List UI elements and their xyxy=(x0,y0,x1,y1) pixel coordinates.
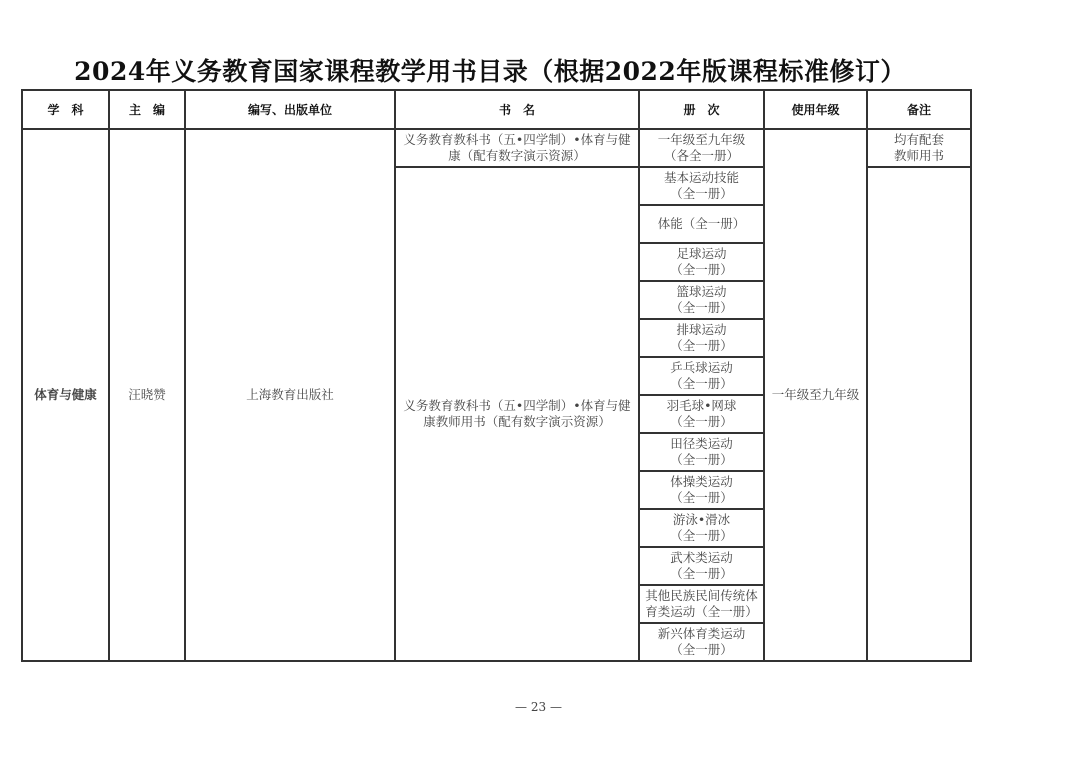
note-line: 均有配套 xyxy=(893,132,944,147)
volume-cell xyxy=(639,167,764,205)
volume-line: 乒乓球运动 xyxy=(670,360,733,375)
volume-cell xyxy=(639,129,764,167)
page-number-text: — 23 — xyxy=(515,700,562,714)
volume-cell xyxy=(639,623,764,661)
note-line: 教师用书 xyxy=(893,148,944,163)
header-editor: 主 编 xyxy=(109,90,185,129)
volume-line: 其他民族民间传统体育类运动（全一册） xyxy=(645,588,758,619)
volume-cell xyxy=(639,357,764,395)
volume-cell xyxy=(639,205,764,243)
volume-line: 体能（全一册） xyxy=(657,216,746,231)
textbook-catalog-table xyxy=(21,89,972,662)
volume-line: （全一册） xyxy=(670,566,733,581)
editor-cell: 汪晓赞 xyxy=(109,129,185,661)
header-publisher: 编写、出版单位 xyxy=(185,90,395,129)
header-volume: 册 次 xyxy=(639,90,764,129)
volume-line: （全一册） xyxy=(670,376,733,391)
book-name-cell: 义务教育教科书（五•四学制）•体育与健康教师用书（配有数字演示资源） xyxy=(395,167,639,661)
table-row xyxy=(22,129,971,167)
volume-cell xyxy=(639,395,764,433)
publisher-cell: 上海教育出版社 xyxy=(185,129,395,661)
volume-line: （全一册） xyxy=(670,452,733,467)
volume-line: 足球运动 xyxy=(676,246,727,261)
table-header-row xyxy=(22,90,971,129)
volume-cell xyxy=(639,319,764,357)
note-cell xyxy=(867,167,971,661)
volume-line: 游泳•滑冰 xyxy=(672,512,731,527)
volume-line: （全一册） xyxy=(670,338,733,353)
book-name-cell: 义务教育教科书（五•四学制）•体育与健康（配有数字演示资源） xyxy=(395,129,639,167)
volume-line: （全一册） xyxy=(670,414,733,429)
header-book-name: 书 名 xyxy=(395,90,639,129)
volume-cell xyxy=(639,243,764,281)
volume-line: （全一册） xyxy=(670,300,733,315)
header-subject: 学 科 xyxy=(22,90,109,129)
volume-line: 基本运动技能 xyxy=(663,170,739,185)
volume-line: （全一册） xyxy=(670,262,733,277)
subject-cell: 体育与健康 xyxy=(22,129,109,661)
volume-line: 田径类运动 xyxy=(670,436,733,451)
volume-cell xyxy=(639,585,764,623)
volume-line: （全一册） xyxy=(670,642,733,657)
volume-line: （各全一册） xyxy=(663,148,739,163)
volume-cell xyxy=(639,281,764,319)
volume-line: 篮球运动 xyxy=(676,284,727,299)
volume-cell xyxy=(639,547,764,585)
note-cell xyxy=(867,129,971,167)
document-title: 2024年义务教育国家课程教学用书目录（根据2022年版课程标准修订） xyxy=(74,57,906,86)
volume-line: （全一册） xyxy=(670,490,733,505)
volume-line: 一年级至九年级 xyxy=(657,132,746,147)
volume-line: （全一册） xyxy=(670,528,733,543)
page-number xyxy=(0,700,1080,714)
volume-cell xyxy=(639,471,764,509)
grade-cell: 一年级至九年级 xyxy=(764,129,867,661)
header-grade: 使用年级 xyxy=(764,90,867,129)
volume-line: 排球运动 xyxy=(676,322,727,337)
volume-line: 武术类运动 xyxy=(670,550,733,565)
volume-line: （全一册） xyxy=(670,186,733,201)
volume-line: 羽毛球•网球 xyxy=(666,398,737,413)
volume-line: 体操类运动 xyxy=(670,474,733,489)
volume-cell xyxy=(639,509,764,547)
volume-line: 新兴体育类运动 xyxy=(657,626,746,641)
header-note: 备注 xyxy=(867,90,971,129)
volume-cell xyxy=(639,433,764,471)
